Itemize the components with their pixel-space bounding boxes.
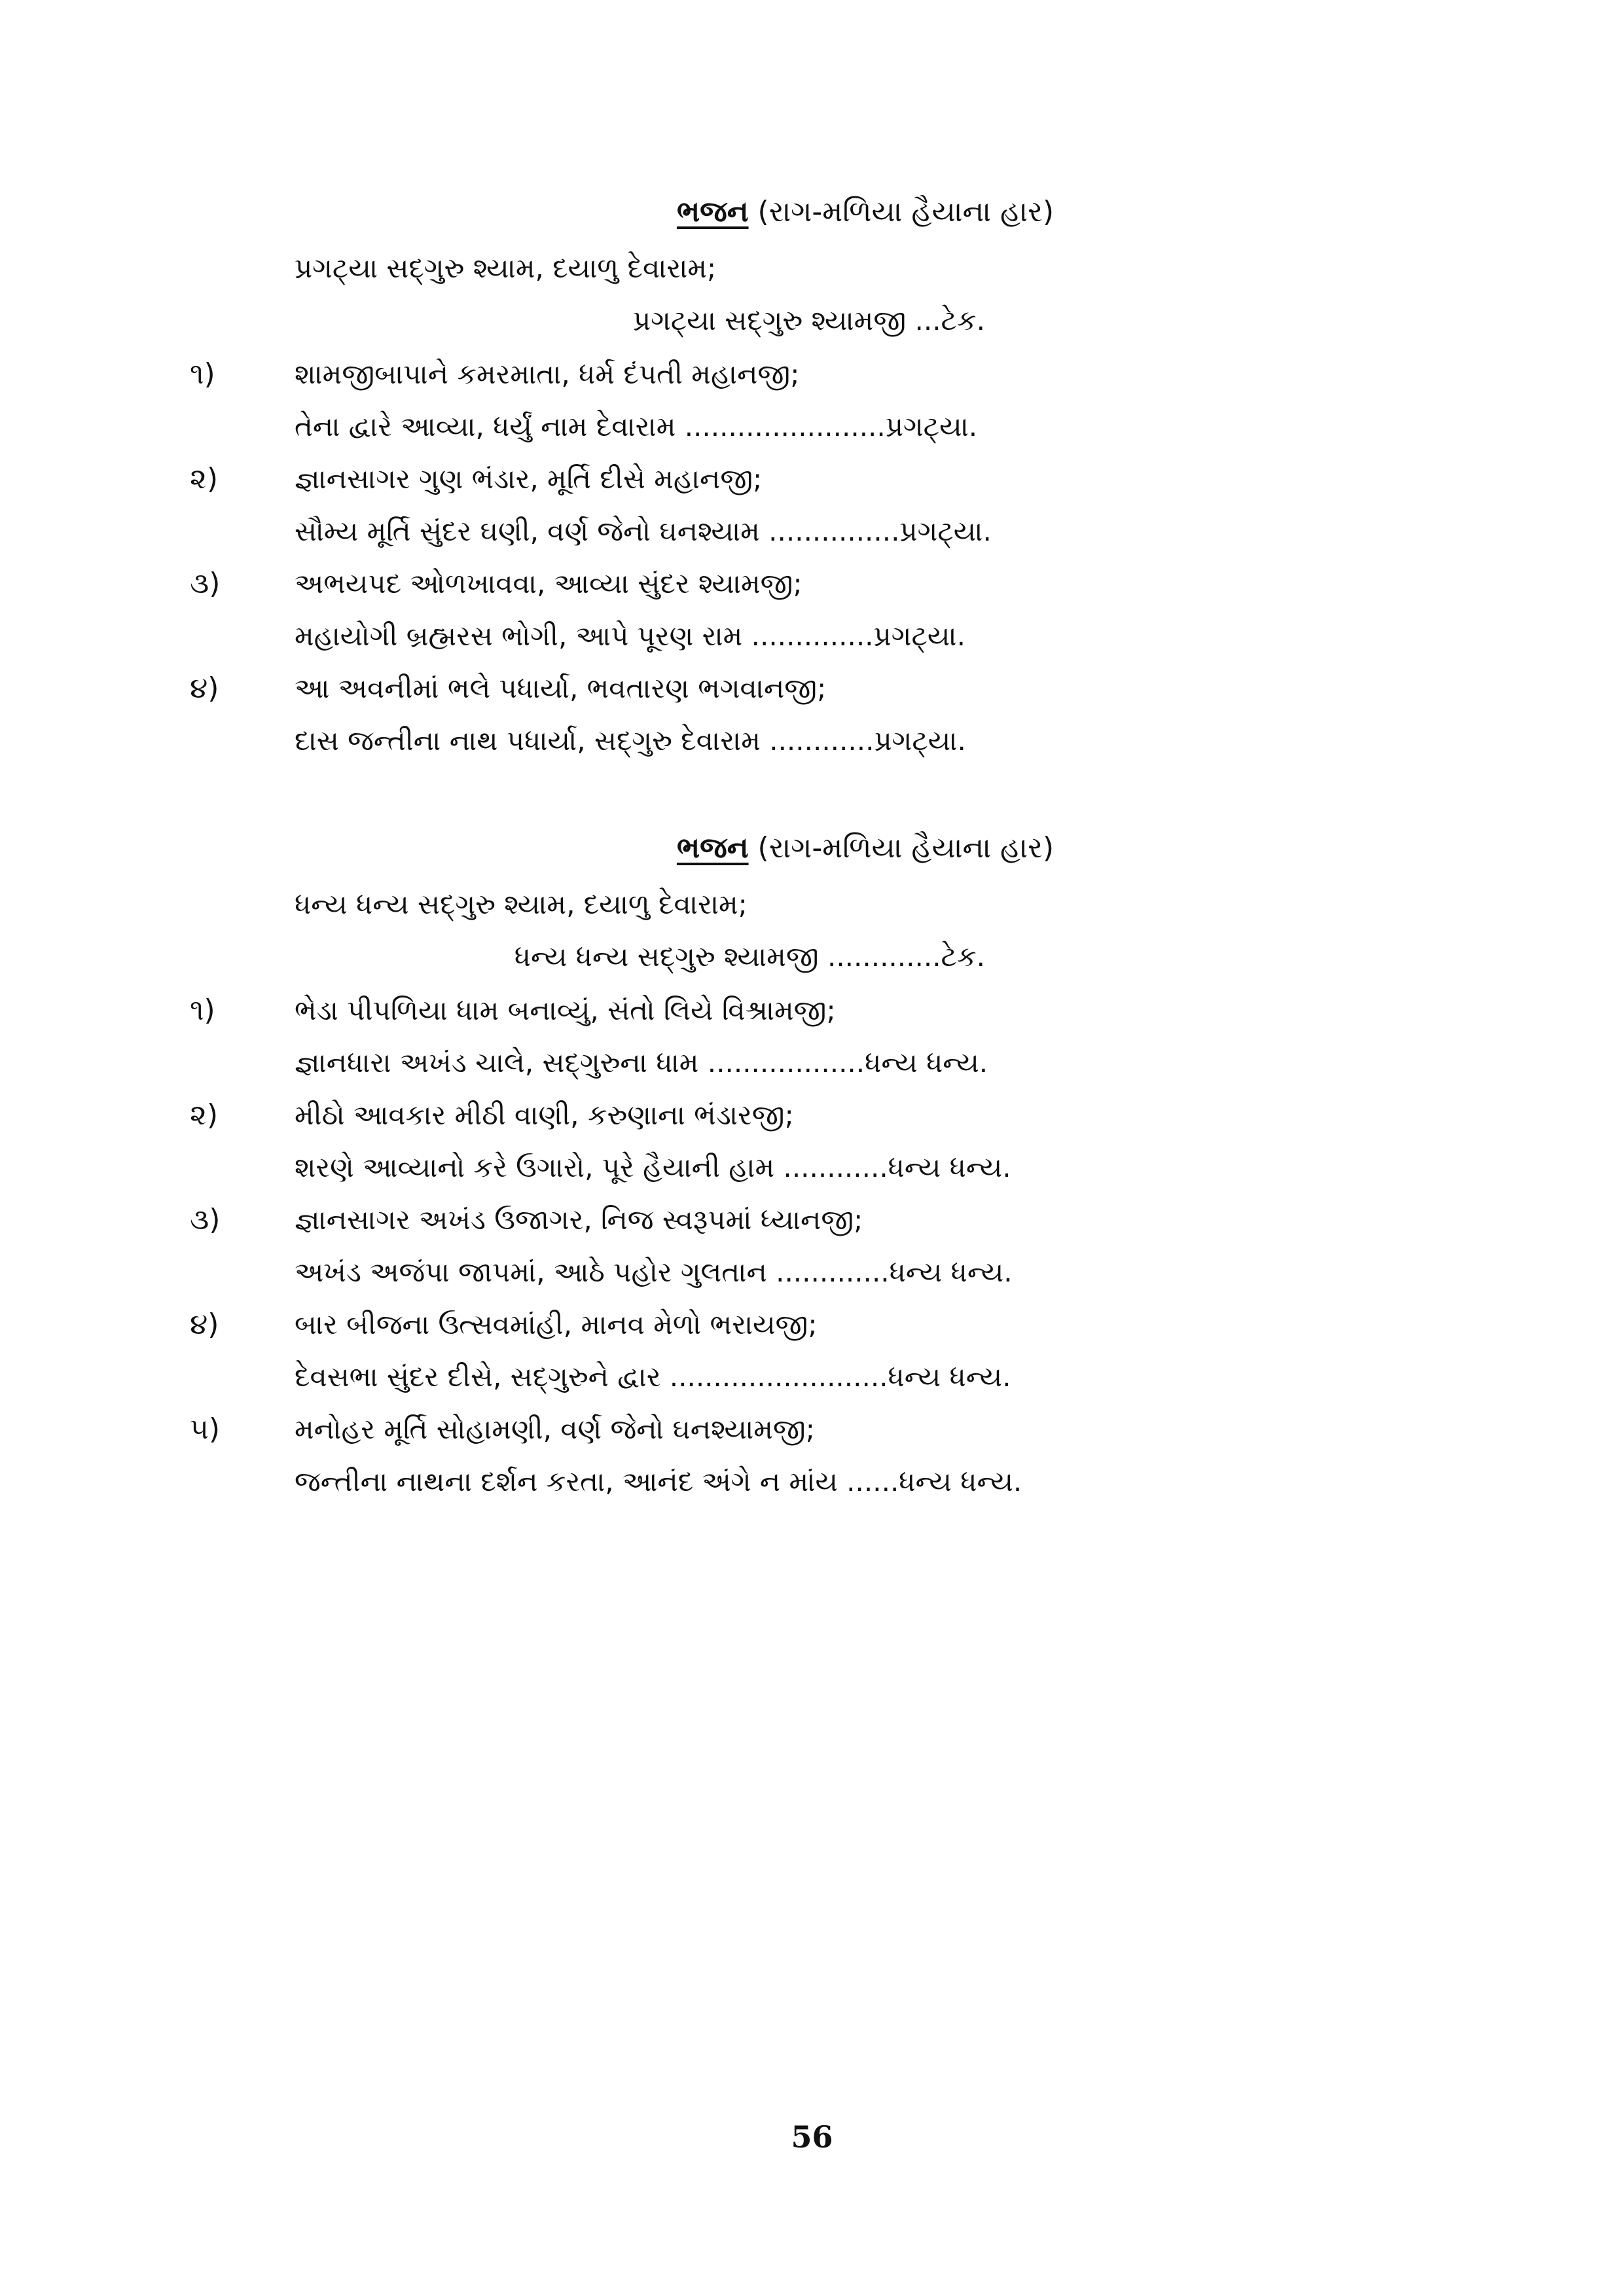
verse-line: સૌમ્ય મૂર્તિ સુંદર ઘણી, વર્ણ જેનો ઘનશ્યામ ...............પ્રગટ્યા. [295, 515, 992, 547]
verse-line: શામજીબાપાને કમરમાતા, ધર્મ દંપતી મહાનજી; [295, 358, 800, 390]
verse-line: દેવસભા સુંદર દીસે, સદ્‌ગુરુને દ્વાર .........................ધન્ય ધન્ય. [295, 1361, 1011, 1393]
verse-line: મહાયોગી બ્રહ્મરસ ભોગી, આપે પૂરણ રામ ..............પ્રગટ્યા. [295, 620, 965, 652]
hymn-refrain: પ્રગટ્યા સદ્‌ગુરુ શ્યામજી ...ટેક. [632, 304, 985, 336]
verse-number: ૪) [190, 1308, 219, 1341]
verse-line: મનોહર મૂર્તિ સોહામણી, વર્ણ જેનો ઘનશ્યામજી; [295, 1413, 815, 1445]
verse-line: ભેડા પીપળિયા ધામ બનાવ્યું, સંતો લિયે વિશ્રામજી; [295, 994, 836, 1026]
verse-line: જ્ઞાનધારા અખંડ ચાલે, સદ્‌ગુરુના ધામ ..................ધન્ય ધન્ય. [295, 1047, 988, 1079]
verse-line: શરણે આવ્યાનો કરે ઉગારો, પૂરે હૈયાની હામ ............ધન્ય ધન્ય. [295, 1151, 1011, 1183]
verse-line: અખંડ અજંપા જાપમાં, આઠે પહોર ગુલતાન .............ધન્ય ધન્ય. [295, 1256, 1013, 1288]
verse-line: અભયપદ ઓળખાવવા, આવ્યા સુંદર શ્યામજી; [295, 567, 803, 600]
verse-number: ૨) [190, 462, 218, 495]
hymn-heading [0, 190, 1054, 234]
verse-line: જ્ઞાનસાગર ગુણ ભંડાર, મૂર્તિ દીસે મહાનજી; [295, 463, 763, 495]
hymn-opening-line: ધન્ય ધન્ય સદ્‌ગુરુ શ્યામ, દયાળુ દેવારામ; [295, 888, 748, 920]
verse-number: ૫) [190, 1412, 221, 1446]
verse-line: તેના દ્વારે આવ્યા, ધર્યું નામ દેવારામ .......................પ્રગટ્યા. [295, 410, 978, 442]
verse-line: બાર બીજના ઉત્સવમાંહી, માનવ મેળો ભરાયજી; [295, 1308, 818, 1340]
hymn-refrain: ધન્ય ધન્ય સદ્‌ગુરુ શ્યામજી .............ટેક. [514, 941, 985, 973]
verse-line: દાસ જન્તીના નાથ પધાર્યા, સદ્‌ગુરુ દેવારામ ............પ્રગટ્યા. [295, 725, 966, 757]
verse-line: જન્તીના નાથના દર્શન કરતા, આનંદ અંગે ન માંય ......ધન્ય ધન્ય. [295, 1465, 1022, 1498]
verse-number: ૩) [190, 567, 221, 600]
hymn-raag: (રાગ-મળિયા હૈયાના હાર) [757, 831, 1054, 865]
hymn-opening-line: પ્રગટ્યા સદ્‌ગુરુ શ્યામ, દયાળુ દેવારામ; [295, 252, 717, 284]
verse-line: મીઠો આવકાર મીઠી વાણી, કરુણાના ભંડારજી; [295, 1099, 794, 1131]
verse-number: ૧) [190, 357, 215, 391]
verse-number: ૧) [190, 994, 215, 1027]
verse-number: ૩) [190, 1203, 221, 1236]
hymn-heading [0, 826, 1054, 870]
hymn-raag: (રાગ-મળિયા હૈયાના હાર) [757, 195, 1054, 228]
page-number: 56 [791, 2119, 833, 2155]
verse-number: ૨) [190, 1098, 218, 1132]
hymn-title: ભજન [676, 831, 749, 865]
verse-number: ૪) [190, 672, 219, 705]
verse-line: જ્ઞાનસાગર અખંડ ઉજાગર, નિજ સ્વરૂપમાં ધ્યાનજી; [295, 1204, 863, 1236]
hymn-title: ભજન [676, 195, 749, 228]
verse-line: આ અવનીમાં ભલે પધાર્યા, ભવતારણ ભગવાનજી; [295, 672, 827, 704]
